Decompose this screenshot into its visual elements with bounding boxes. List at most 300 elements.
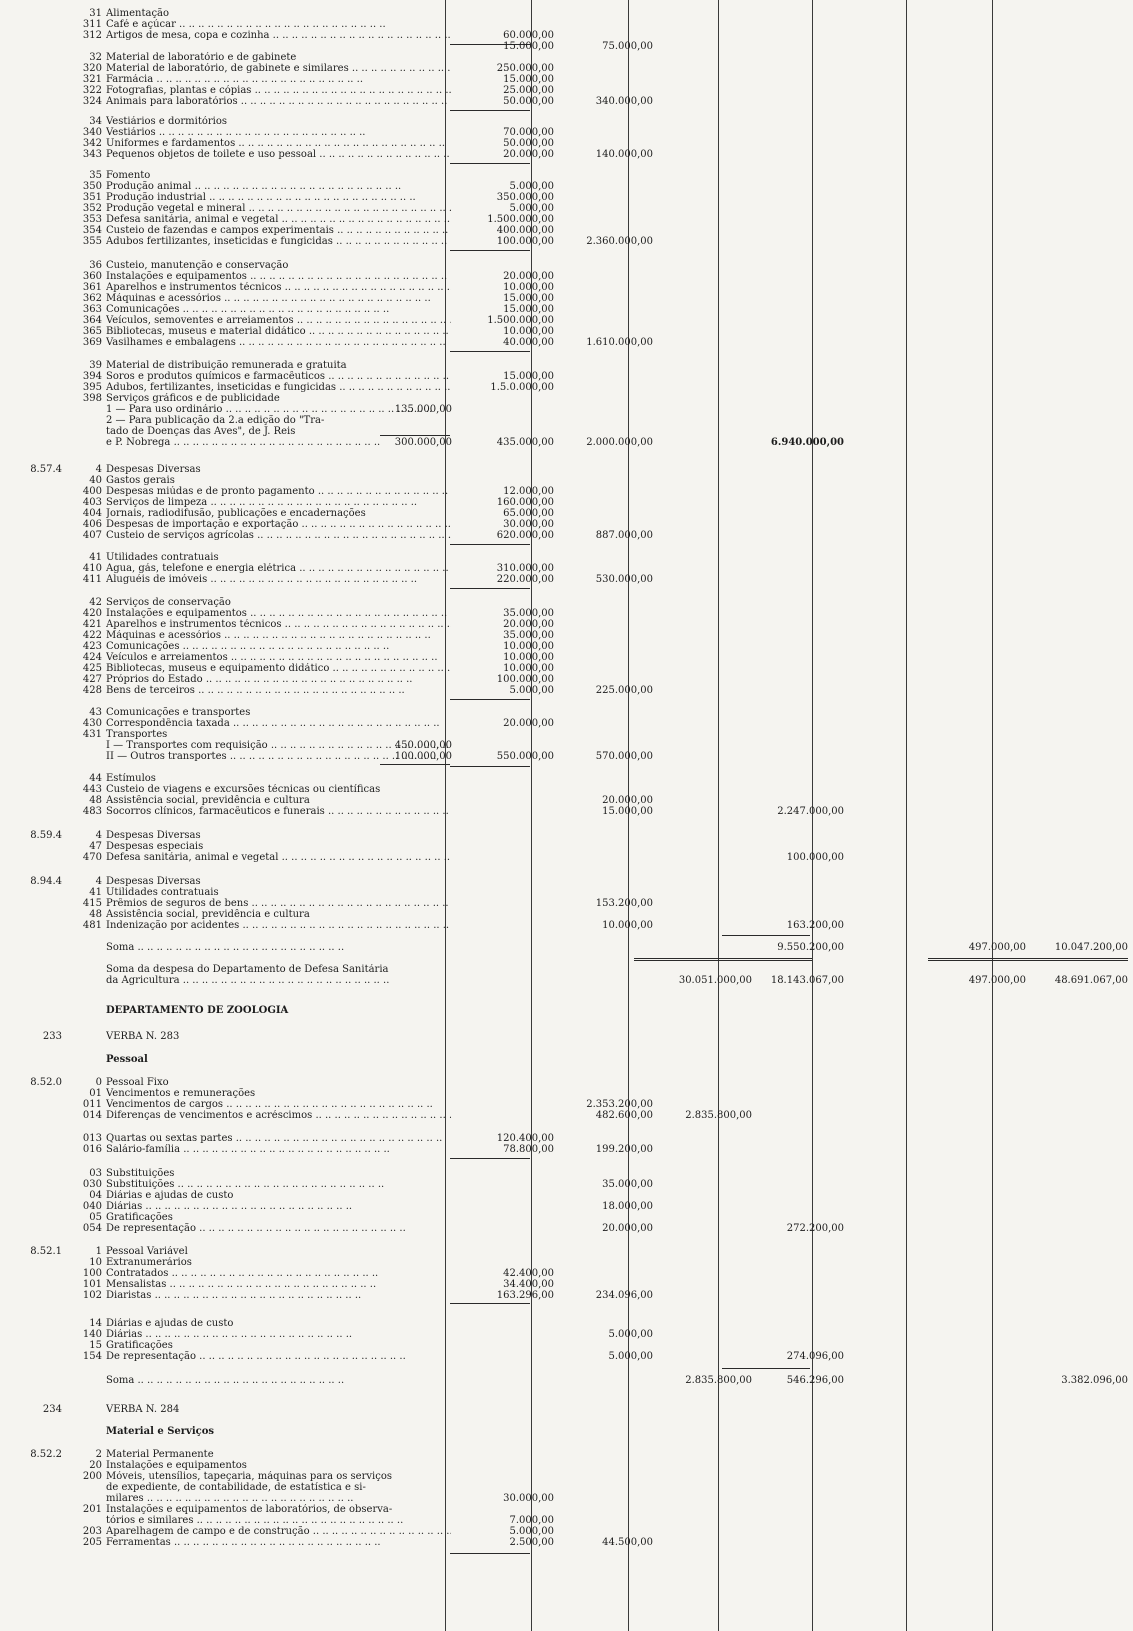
item-description: Máquinas e acessórios .. .. <box>106 630 451 641</box>
subtotal-rule <box>722 935 810 936</box>
item-code: 32 <box>89 52 102 63</box>
item-code: 361 <box>82 282 102 293</box>
group-total: 530.000,00 <box>595 574 653 585</box>
item-amount: 50.000,00 <box>503 138 554 149</box>
item-description: Fotografias, plantas e cópias .. .. <box>106 85 451 96</box>
subtotal-rule <box>450 163 530 164</box>
ledger-row <box>0 1099 1133 1110</box>
item-description: Jornais, radiodifusão, publicações e encadernações <box>106 508 366 519</box>
item-description: Adubos, fertilizantes, inseticidas e fungicidas .. .. <box>106 382 451 393</box>
item-code: 39 <box>89 360 102 371</box>
group-total: 5.000,00 <box>608 1329 653 1340</box>
item-amount: 78.800,00 <box>503 1144 554 1155</box>
item-description: Uniformes e fardamentos .. .. <box>106 138 451 149</box>
item-amount: 42.400,00 <box>503 1268 554 1279</box>
item-description: Gratificações <box>106 1340 173 1351</box>
ledger-row <box>0 751 1133 762</box>
item-code: 369 <box>82 337 102 348</box>
item-description: 1 — Para uso ordinário .. .. <box>106 404 451 415</box>
ledger-row <box>0 574 1133 585</box>
item-description: Água, gás, telefone e energia elétrica .. .. <box>106 563 451 574</box>
ledger-row <box>0 641 1133 652</box>
item-description: VERBA N. 284 <box>106 1404 180 1415</box>
ledger-row <box>0 1212 1133 1223</box>
item-code: 400 <box>82 486 102 497</box>
ledger-row <box>0 898 1133 909</box>
item-description: Produção industrial .. .. <box>106 192 451 203</box>
item-description: Indenização por acidentes .. .. <box>106 920 451 931</box>
item-code: 1 <box>95 1246 102 1257</box>
group-total: 887.000,00 <box>595 530 653 541</box>
item-code: 321 <box>82 74 102 85</box>
section-code: 8.52.0 <box>30 1077 62 1088</box>
item-description: Serviços de conservação <box>106 597 231 608</box>
item-description: Material e Serviços <box>106 1426 215 1437</box>
item-description: Móveis, utensílios, tapeçaria, máquinas para os serviços <box>106 1471 392 1482</box>
item-description: de expediente, de contabilidade, de estatística e si- <box>106 1482 366 1493</box>
item-description: Despesas Diversas <box>106 464 201 475</box>
item-amount: 120.400,00 <box>496 1133 554 1144</box>
item-description: Extranumerários <box>106 1257 192 1268</box>
item-description: Despesas Diversas <box>106 876 201 887</box>
item-description: Veículos e arreiamentos .. .. <box>106 652 451 663</box>
ledger-row <box>0 127 1133 138</box>
section-code: 8.94.4 <box>30 876 62 887</box>
ledger-row <box>0 1268 1133 1279</box>
item-code: 15 <box>89 1340 102 1351</box>
ledger-row <box>0 30 1133 41</box>
item-amount: 10.000,00 <box>503 326 554 337</box>
ledger-row <box>0 96 1133 107</box>
item-code: 203 <box>82 1526 102 1537</box>
ledger-row <box>0 8 1133 19</box>
item-code: 340 <box>82 127 102 138</box>
item-description: Utilidades contratuais <box>106 887 219 898</box>
item-description: Gratificações <box>106 1212 173 1223</box>
ledger-row <box>0 707 1133 718</box>
item-code: 483 <box>82 806 102 817</box>
sub-amount: 450.000,00 <box>394 740 452 751</box>
item-description: Aparelhagem de campo e de construção .. .. <box>106 1526 451 1537</box>
ledger-row <box>0 806 1133 817</box>
ledger-row <box>0 1257 1133 1268</box>
item-code: 10 <box>89 1257 102 1268</box>
item-code: 410 <box>82 563 102 574</box>
ledger-row <box>0 841 1133 852</box>
ledger-row <box>0 685 1133 696</box>
subsection-total: 272.200,00 <box>786 1223 844 1234</box>
item-description: Bibliotecas, museus e material didático .. .. <box>106 326 451 337</box>
item-amount: 400.000,00 <box>496 225 554 236</box>
item-code: 0 <box>95 1077 102 1088</box>
item-description: Gastos gerais <box>106 475 175 486</box>
section-code: 8.52.2 <box>30 1449 62 1460</box>
item-code: 481 <box>82 920 102 931</box>
item-code: 140 <box>82 1329 102 1340</box>
item-description: Correspondência taxada .. .. <box>106 718 451 729</box>
item-description: Estímulos <box>106 773 156 784</box>
item-description: Diárias .. .. <box>106 1201 451 1212</box>
subsection-total: 6.940.000,00 <box>770 437 844 448</box>
ledger-row <box>0 530 1133 541</box>
ledger-row <box>0 1515 1133 1526</box>
item-description: Pequenos objetos de toilete e uso pessoal .. .. <box>106 149 451 160</box>
item-description: Animais para laboratórios .. .. <box>106 96 451 107</box>
verba-total: 2.835.800,00 <box>685 1110 752 1121</box>
section-code: 8.59.4 <box>30 830 62 841</box>
subtotal-rule <box>450 250 530 251</box>
item-description: Veículos, semoventes e arreiamentos .. .. <box>106 315 451 326</box>
group-total: 44.500,00 <box>602 1537 653 1548</box>
subtotal-rule <box>450 110 530 111</box>
item-description: tórios e similares .. .. <box>106 1515 451 1526</box>
item-description: Aparelhos e instrumentos técnicos .. .. <box>106 619 451 630</box>
subtotal-rule <box>450 544 530 545</box>
ledger-row <box>0 225 1133 236</box>
item-code: 424 <box>82 652 102 663</box>
ledger-row <box>0 563 1133 574</box>
group-total: 482.600,00 <box>595 1110 653 1121</box>
item-description: Socorros clínicos, farmacêuticos e funerais .. .. <box>106 806 451 817</box>
item-code: 013 <box>82 1133 102 1144</box>
item-code: 030 <box>82 1179 102 1190</box>
item-code: 324 <box>82 96 102 107</box>
ledger-row <box>0 1168 1133 1179</box>
ledger-row <box>0 887 1133 898</box>
item-code: 320 <box>82 63 102 74</box>
ledger-row <box>0 1340 1133 1351</box>
ledger-row <box>0 508 1133 519</box>
item-code: 31 <box>89 8 102 19</box>
item-code: 407 <box>82 530 102 541</box>
item-amount: 35.000,00 <box>503 630 554 641</box>
ledger-row <box>0 1279 1133 1290</box>
ledger-row <box>0 608 1133 619</box>
subtotal-rule <box>450 351 530 352</box>
item-description: Assistência social, previdência e cultura <box>106 795 310 806</box>
item-code: 35 <box>89 170 102 181</box>
item-description: Serviços gráficos e de publicidade <box>106 393 280 404</box>
ledger-row <box>0 1133 1133 1144</box>
item-amount: 60.000,00 <box>503 30 554 41</box>
ledger-row <box>0 85 1133 96</box>
item-description: Despesas especiais <box>106 841 204 852</box>
item-code: 428 <box>82 685 102 696</box>
item-description: Próprios do Estado .. .. <box>106 674 451 685</box>
group-total: 10.000,00 <box>602 920 653 931</box>
item-description: Farmácia .. .. <box>106 74 451 85</box>
item-amount: 30.000,00 <box>503 1493 554 1504</box>
item-description: Substituições <box>106 1168 175 1179</box>
ledger-row <box>0 1482 1133 1493</box>
ledger-row <box>0 497 1133 508</box>
item-description: Quartas ou sextas partes .. .. <box>106 1133 451 1144</box>
item-description: Aluguéis de imóveis .. .. <box>106 574 451 585</box>
item-code: 48 <box>89 795 102 806</box>
ledger-row <box>0 1329 1133 1340</box>
ledger-row <box>0 315 1133 326</box>
item-code: 422 <box>82 630 102 641</box>
item-code: 40 <box>89 475 102 486</box>
item-amount: 5.000,00 <box>509 203 554 214</box>
item-amount: 15.000,00 <box>503 41 554 52</box>
item-description: Substituições .. .. <box>106 1179 451 1190</box>
subsection-total: 546.296,00 <box>786 1375 844 1386</box>
ledger-row <box>0 236 1133 247</box>
item-code: 312 <box>82 30 102 41</box>
ledger-row <box>0 1426 1133 1437</box>
subtotal-rule <box>380 764 450 765</box>
extra-total: 497.000,00 <box>968 975 1026 986</box>
item-amount: 435.000,00 <box>496 437 554 448</box>
item-description: De representação .. .. <box>106 1351 451 1362</box>
item-amount: 1.500.000,00 <box>487 214 554 225</box>
item-amount: 5.000,00 <box>509 1526 554 1537</box>
item-description: Diferenças de vencimentos e acréscimos .. .. <box>106 1110 451 1121</box>
item-description: Café e açúcar .. .. <box>106 19 451 30</box>
item-description: Material Permanente <box>106 1449 214 1460</box>
ledger-row <box>0 74 1133 85</box>
ledger-row <box>0 1404 1133 1415</box>
ledger-row <box>0 437 1133 448</box>
item-code: 03 <box>89 1168 102 1179</box>
item-code: 415 <box>82 898 102 909</box>
ledger-row <box>0 203 1133 214</box>
item-description: Custeio, manutenção e conservação <box>106 260 289 271</box>
ledger-row <box>0 1493 1133 1504</box>
item-description: 2 — Para publicação da 2.a edição do "Tra- <box>106 415 325 426</box>
ledger-row <box>0 795 1133 806</box>
item-code: 404 <box>82 508 102 519</box>
item-amount: 310.000,00 <box>496 563 554 574</box>
ledger-row <box>0 552 1133 563</box>
item-description: Instalações e equipamentos .. .. <box>106 608 451 619</box>
item-code: 05 <box>89 1212 102 1223</box>
ledger-row <box>0 326 1133 337</box>
item-code: 394 <box>82 371 102 382</box>
ledger-row <box>0 271 1133 282</box>
item-code: 395 <box>82 382 102 393</box>
item-code: 101 <box>82 1279 102 1290</box>
item-amount: 2.500,00 <box>509 1537 554 1548</box>
item-code: 205 <box>82 1537 102 1548</box>
ledger-row <box>0 382 1133 393</box>
item-description: Bibliotecas, museus e equipamento didático .. .. <box>106 663 451 674</box>
item-code: 398 <box>82 393 102 404</box>
item-description: Soma da despesa do Departamento de Defesa Sanitária <box>106 964 389 975</box>
item-code: 4 <box>95 876 102 887</box>
item-code: 200 <box>82 1471 102 1482</box>
item-code: 4 <box>95 830 102 841</box>
item-description: Pessoal <box>106 1054 148 1065</box>
ledger-row <box>0 1526 1133 1537</box>
item-code: 411 <box>82 574 102 585</box>
item-description: Comunicações .. .. <box>106 641 451 652</box>
ledger-row <box>0 729 1133 740</box>
item-description: Comunicações .. .. <box>106 304 451 315</box>
ledger-row <box>0 1351 1133 1362</box>
item-description: Produção animal .. .. <box>106 181 451 192</box>
item-description: Ferramentas .. .. <box>106 1537 451 1548</box>
subtotal-rule <box>722 1368 810 1369</box>
ledger-row <box>0 170 1133 181</box>
item-description: Custeio de serviços agrícolas .. .. <box>106 530 451 541</box>
item-description: II — Outros transportes .. .. <box>106 751 451 762</box>
ledger-row <box>0 293 1133 304</box>
ledger-row <box>0 1318 1133 1329</box>
group-total: 570.000,00 <box>595 751 653 762</box>
grand-total: 3.382.096,00 <box>1061 1375 1128 1386</box>
item-description: e P. Nobrega .. .. <box>106 437 451 448</box>
ledger-row <box>0 830 1133 841</box>
verba-total: 30.051.000,00 <box>678 975 752 986</box>
item-code: 350 <box>82 181 102 192</box>
item-amount: 15.000,00 <box>503 293 554 304</box>
item-amount: 10.000,00 <box>503 282 554 293</box>
item-code: 322 <box>82 85 102 96</box>
grand-total: 10.047.200,00 <box>1054 942 1128 953</box>
item-code: 016 <box>82 1144 102 1155</box>
item-amount: 250.000,00 <box>496 63 554 74</box>
item-code: 430 <box>82 718 102 729</box>
item-description: Defesa sanitária, animal e vegetal .. .. <box>106 214 451 225</box>
ledger-row <box>0 852 1133 863</box>
ledger-row <box>0 1201 1133 1212</box>
item-amount: 5.000,00 <box>509 181 554 192</box>
ledger-row <box>0 464 1133 475</box>
item-code: 353 <box>82 214 102 225</box>
item-code: 342 <box>82 138 102 149</box>
group-total: 5.000,00 <box>608 1351 653 1362</box>
item-code: 014 <box>82 1110 102 1121</box>
ledger-row <box>0 1031 1133 1042</box>
ledger-row <box>0 674 1133 685</box>
item-code: 011 <box>82 1099 102 1110</box>
item-description: da Agricultura .. .. <box>106 975 451 986</box>
item-description: Material de distribuição remunerada e gratuita <box>106 360 347 371</box>
item-description: Assistência social, previdência e cultura <box>106 909 310 920</box>
item-description: Comunicações e transportes <box>106 707 251 718</box>
ledger-row <box>0 1088 1133 1099</box>
item-amount: 35.000,00 <box>503 608 554 619</box>
item-amount: 15.000,00 <box>503 371 554 382</box>
ledger-row <box>0 1504 1133 1515</box>
item-description: Serviços de limpeza .. .. <box>106 497 451 508</box>
ledger-row <box>0 740 1133 751</box>
item-description: Despesas de importação e exportação .. .. <box>106 519 451 530</box>
section-code: 8.57.4 <box>30 464 62 475</box>
item-description: Instalações e equipamentos de laboratórios, de observa- <box>106 1504 393 1515</box>
subtotal-rule <box>450 1303 530 1304</box>
ledger-row <box>0 1223 1133 1234</box>
item-description: Prêmios de seguros de bens .. .. <box>106 898 451 909</box>
item-description: Soros e produtos químicos e farmacêuticos .. .. <box>106 371 451 382</box>
group-total: 75.000,00 <box>602 41 653 52</box>
ledger-row <box>0 1290 1133 1301</box>
item-code: 423 <box>82 641 102 652</box>
ledger-row <box>0 718 1133 729</box>
item-code: 41 <box>89 552 102 563</box>
item-amount: 10.000,00 <box>503 652 554 663</box>
total-rule <box>928 958 1128 961</box>
item-code: 4 <box>95 464 102 475</box>
subsection-total: 9.550.200,00 <box>777 942 844 953</box>
item-amount: 550.000,00 <box>496 751 554 762</box>
ledger-row <box>0 214 1133 225</box>
section-code: 234 <box>42 1404 62 1415</box>
ledger-row <box>0 475 1133 486</box>
item-code: 365 <box>82 326 102 337</box>
item-code: 36 <box>89 260 102 271</box>
group-total: 20.000,00 <box>602 795 653 806</box>
ledger-row <box>0 1054 1133 1065</box>
ledger-row <box>0 773 1133 784</box>
ledger-row <box>0 1471 1133 1482</box>
subsection-total: 2.247.000,00 <box>777 806 844 817</box>
ledger-row <box>0 116 1133 127</box>
subtotal-rule <box>450 588 530 589</box>
subtotal-rule <box>450 766 530 767</box>
item-description: Instalações e equipamentos .. .. <box>106 271 451 282</box>
item-amount: 10.000,00 <box>503 663 554 674</box>
ledger-row <box>0 909 1133 920</box>
item-code: 364 <box>82 315 102 326</box>
sub-amount: 135.000,00 <box>394 404 452 415</box>
item-amount: 20.000,00 <box>503 718 554 729</box>
item-description: Utilidades contratuais <box>106 552 219 563</box>
sub-amount: 300.000,00 <box>394 437 452 448</box>
item-description: Diárias .. .. <box>106 1329 451 1340</box>
ledger-row <box>0 964 1133 975</box>
ledger-row <box>0 19 1133 30</box>
group-total: 153.200,00 <box>595 898 653 909</box>
item-description: Aparelhos e instrumentos técnicos .. .. <box>106 282 451 293</box>
item-code: 425 <box>82 663 102 674</box>
item-description: tado de Doenças das Aves", de J. Reis <box>106 426 296 437</box>
ledger-row <box>0 393 1133 404</box>
item-description: Salário-família .. .. <box>106 1144 451 1155</box>
item-code: 100 <box>82 1268 102 1279</box>
item-amount: 50.000,00 <box>503 96 554 107</box>
item-amount: 1.5.0.000,00 <box>490 382 554 393</box>
item-description: Transportes <box>106 729 168 740</box>
item-description: Diaristas .. .. <box>106 1290 451 1301</box>
item-description: Material de laboratório, de gabinete e similares .. .. <box>106 63 451 74</box>
ledger-row <box>0 1005 1133 1016</box>
item-description: Fomento <box>106 170 151 181</box>
ledger-row <box>0 426 1133 437</box>
extra-total: 497.000,00 <box>968 942 1026 953</box>
ledger-row <box>0 1144 1133 1155</box>
section-code: 233 <box>42 1031 62 1042</box>
item-code: 362 <box>82 293 102 304</box>
item-amount: 15.000,00 <box>503 304 554 315</box>
item-code: 351 <box>82 192 102 203</box>
item-code: 2 <box>95 1449 102 1460</box>
item-description: Vencimentos e remunerações <box>106 1088 256 1099</box>
ledger-row <box>0 149 1133 160</box>
ledger-row <box>0 1537 1133 1548</box>
ledger-row <box>0 920 1133 931</box>
item-code: 311 <box>82 19 102 30</box>
ledger-row <box>0 1077 1133 1088</box>
ledger-row <box>0 876 1133 887</box>
ledger-row <box>0 63 1133 74</box>
group-total: 140.000,00 <box>595 149 653 160</box>
item-description: Soma .. .. <box>106 942 451 953</box>
ledger-row <box>0 1110 1133 1121</box>
item-description: Máquinas e acessórios .. .. <box>106 293 451 304</box>
